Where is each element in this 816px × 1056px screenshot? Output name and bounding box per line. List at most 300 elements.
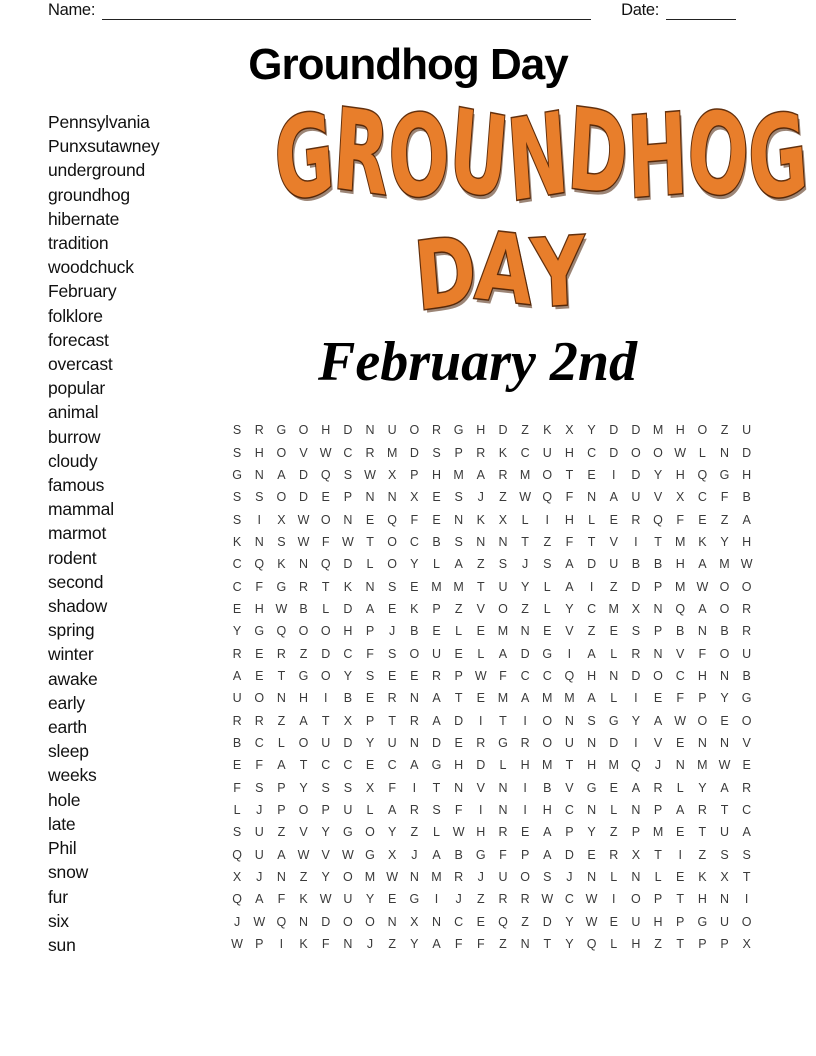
grid-cell: E: [476, 624, 485, 639]
grid-cell: X: [388, 467, 397, 482]
grid-cell: S: [232, 512, 242, 527]
logo-letter: N: [503, 88, 573, 228]
grid-cell: E: [543, 624, 552, 639]
grid-cell: V: [565, 624, 574, 639]
logo-letter: O: [682, 84, 754, 226]
grid-cell: Z: [720, 423, 729, 438]
name-label: Name:: [48, 1, 96, 19]
grid-cell: E: [476, 691, 485, 706]
grid-cell: T: [654, 847, 662, 862]
word-list-item: early: [48, 692, 85, 713]
grid-cell: A: [742, 825, 751, 840]
grid-cell: O: [653, 668, 663, 683]
grid-cell: C: [387, 758, 397, 773]
grid-cell: U: [254, 847, 264, 862]
grid-cell: D: [742, 445, 752, 460]
grid-cell: Z: [654, 937, 662, 952]
grid-cell: Y: [653, 467, 663, 482]
grid-cell: V: [676, 646, 685, 661]
grid-cell: O: [719, 579, 730, 594]
grid-cell: T: [565, 758, 574, 773]
grid-cell: M: [674, 579, 686, 594]
grid-cell: C: [321, 758, 331, 773]
grid-cell: R: [631, 646, 641, 661]
word-list-item: Pennsylvania: [48, 112, 150, 132]
grid-cell: E: [720, 713, 729, 728]
grid-cell: D: [321, 914, 331, 929]
grid-cell: D: [609, 735, 619, 750]
grid-cell: F: [676, 512, 685, 527]
grid-cell: H: [431, 467, 441, 482]
grid-cell: O: [697, 423, 708, 438]
grid-cell: E: [365, 512, 375, 527]
grid-cell: Y: [720, 691, 729, 706]
grid-cell: J: [256, 870, 263, 885]
grid-cell: D: [542, 914, 552, 929]
name-field[interactable]: [102, 3, 591, 20]
grid-cell: F: [565, 490, 574, 505]
grid-cell: E: [388, 668, 397, 683]
grid-cell: N: [587, 803, 597, 818]
grid-cell: W: [341, 534, 354, 549]
grid-cell: S: [232, 445, 242, 460]
grid-cell: R: [232, 646, 242, 661]
grid-cell: N: [609, 668, 619, 683]
grid-cell: P: [432, 601, 441, 616]
grid-cell: T: [388, 713, 396, 728]
grid-cell: N: [631, 803, 641, 818]
grid-cell: F: [321, 534, 330, 549]
grid-cell: A: [432, 937, 441, 952]
grid-cell: J: [521, 557, 529, 572]
grid-cell: E: [365, 758, 375, 773]
grid-cell: I: [323, 691, 328, 706]
grid-cell: Z: [499, 490, 507, 505]
grid-cell: N: [720, 668, 730, 683]
grid-cell: G: [475, 847, 486, 862]
grid-cell: X: [676, 490, 685, 505]
grid-cell: U: [498, 579, 508, 594]
grid-cell: G: [453, 423, 464, 438]
grid-cell: J: [455, 892, 462, 907]
grid-cell: A: [543, 825, 552, 840]
grid-cell: A: [410, 758, 419, 773]
grid-cell: T: [521, 534, 529, 549]
grid-cell: M: [719, 557, 730, 572]
grid-cell: O: [276, 490, 287, 505]
grid-cell: S: [498, 557, 508, 572]
grid-cell: Z: [277, 825, 286, 840]
grid-cell: H: [321, 423, 331, 438]
grid-cell: L: [610, 646, 618, 661]
word-list-item: second: [48, 571, 104, 592]
grid-cell: N: [720, 892, 730, 907]
grid-cell: L: [322, 601, 330, 616]
grid-cell: Q: [232, 847, 242, 862]
word-list-item: tradition: [48, 233, 109, 254]
grid-cell: L: [610, 691, 618, 706]
grid-cell: X: [232, 870, 242, 885]
grid-cell: E: [476, 914, 485, 929]
grid-cell: X: [365, 780, 375, 795]
grid-cell: W: [297, 534, 310, 549]
grid-cell: L: [521, 512, 529, 527]
logo-letter: R: [330, 84, 393, 222]
grid-cell: I: [479, 803, 483, 818]
grid-cell: Q: [586, 937, 597, 952]
grid-cell: P: [698, 937, 707, 952]
grid-cell: P: [277, 780, 286, 795]
grid-cell: G: [608, 713, 619, 728]
grid-cell: W: [585, 914, 598, 929]
word-list-item: cloudy: [48, 450, 98, 471]
grid-cell: R: [431, 423, 441, 438]
grid-cell: M: [564, 691, 575, 706]
grid-cell: E: [410, 668, 419, 683]
grid-cell: Y: [343, 668, 353, 683]
grid-cell: W: [341, 847, 354, 862]
grid-cell: R: [299, 579, 309, 594]
grid-cell: K: [299, 937, 308, 952]
grid-cell: F: [321, 937, 330, 952]
grid-cell: D: [476, 758, 486, 773]
grid-cell: G: [697, 914, 708, 929]
grid-cell: J: [411, 847, 418, 862]
grid-cell: U: [742, 423, 752, 438]
grid-cell: C: [232, 579, 242, 594]
grid-cell: U: [631, 914, 641, 929]
grid-cell: M: [674, 534, 686, 549]
grid-cell: Y: [565, 601, 574, 616]
grid-cell: S: [454, 490, 463, 505]
logo-letter: H: [625, 89, 690, 225]
grid-cell: N: [431, 914, 441, 929]
grid-cell: Q: [542, 490, 553, 505]
grid-cell: R: [742, 624, 752, 639]
grid-cell: D: [343, 557, 353, 572]
grid-cell: H: [587, 668, 597, 683]
grid-cell: C: [343, 445, 353, 460]
grid-cell: A: [609, 490, 618, 505]
grid-cell: K: [277, 557, 286, 572]
grid-cell: I: [744, 892, 749, 907]
grid-cell: D: [631, 423, 641, 438]
grid-cell: N: [299, 914, 309, 929]
grid-cell: N: [387, 490, 397, 505]
word-list-item: underground: [48, 160, 146, 181]
grid-cell: D: [343, 735, 353, 750]
grid-cell: O: [719, 601, 730, 616]
word-list-item: woodchuck: [48, 257, 134, 278]
grid-cell: Z: [698, 847, 707, 862]
grid-cell: U: [631, 490, 641, 505]
grid-cell: P: [565, 825, 574, 840]
grid-cell: C: [587, 445, 597, 460]
grid-cell: I: [634, 735, 638, 750]
grid-cell: I: [523, 780, 527, 795]
grid-cell: N: [254, 467, 264, 482]
grid-cell: J: [366, 937, 374, 952]
word-list-item: famous: [48, 475, 105, 496]
word-list-item: animal: [48, 402, 99, 423]
grid-cell: U: [542, 445, 552, 460]
word-list-item: snow: [48, 862, 89, 883]
grid-cell: Z: [388, 937, 396, 952]
grid-cell: O: [320, 624, 331, 639]
grid-cell: I: [634, 534, 638, 549]
grid-cell: Z: [609, 579, 618, 594]
grid-cell: A: [476, 467, 485, 482]
grid-cell: H: [675, 467, 685, 482]
grid-cell: T: [587, 534, 596, 549]
grid-cell: R: [476, 735, 486, 750]
grid-cell: R: [476, 445, 486, 460]
day-wood-logo: [225, 212, 774, 333]
grid-cell: H: [343, 624, 353, 639]
grid-cell: C: [697, 490, 707, 505]
grid-cell: B: [720, 624, 729, 639]
date-field[interactable]: [666, 3, 736, 20]
word-list-item: rodent: [48, 547, 97, 568]
page-title: Groundhog Day: [248, 40, 568, 89]
grid-cell: G: [254, 624, 265, 639]
grid-cell: E: [653, 691, 663, 706]
word-list-item: weeks: [48, 765, 97, 786]
grid-cell: P: [653, 579, 663, 594]
grid-cell: D: [498, 423, 508, 438]
grid-cell: V: [299, 445, 308, 460]
grid-cell: X: [498, 512, 508, 527]
grid-cell: U: [720, 914, 730, 929]
grid-cell: O: [320, 668, 331, 683]
grid-cell: S: [232, 423, 242, 438]
grid-cell: H: [742, 534, 752, 549]
grid-cell: O: [631, 445, 641, 460]
grid-cell: Z: [299, 870, 308, 885]
grid-cell: O: [276, 445, 287, 460]
grid-cell: V: [653, 490, 663, 505]
grid-cell: I: [257, 512, 261, 527]
grid-cell: D: [299, 467, 309, 482]
grid-cell: C: [520, 668, 530, 683]
grid-cell: D: [631, 467, 641, 482]
word-list-item: sleep: [48, 741, 89, 762]
grid-cell: F: [720, 490, 729, 505]
grid-cell: S: [232, 825, 242, 840]
grid-cell: O: [498, 601, 508, 616]
grid-cell: Z: [609, 825, 618, 840]
grid-cell: N: [720, 445, 730, 460]
grid-cell: U: [343, 892, 353, 907]
grid-cell: U: [387, 735, 397, 750]
grid-cell: X: [720, 870, 729, 885]
word-list-item: six: [48, 910, 69, 931]
grid-cell: L: [676, 780, 684, 795]
grid-cell: I: [434, 892, 439, 907]
grid-cell: O: [365, 914, 375, 929]
grid-cell: X: [277, 512, 286, 527]
grid-cell: B: [343, 691, 353, 706]
grid-cell: F: [388, 780, 396, 795]
grid-cell: O: [719, 646, 730, 661]
word-list-item: overcast: [48, 354, 113, 375]
grid-cell: P: [454, 668, 463, 683]
grid-cell: T: [476, 579, 485, 594]
grid-cell: G: [542, 646, 553, 661]
grid-cell: M: [431, 870, 442, 885]
word-list-item: late: [48, 813, 76, 834]
grid-cell: E: [676, 735, 685, 750]
grid-cell: R: [520, 892, 530, 907]
grid-cell: P: [720, 937, 729, 952]
word-list-item: fur: [48, 886, 68, 907]
grid-cell: J: [654, 758, 662, 773]
grid-cell: A: [631, 780, 641, 795]
grid-cell: K: [410, 601, 419, 616]
grid-cell: R: [409, 803, 419, 818]
logo-letter: Y: [530, 217, 588, 330]
grid-cell: Q: [232, 892, 242, 907]
grid-cell: W: [231, 937, 243, 952]
grid-cell: E: [432, 490, 441, 505]
grid-cell: I: [523, 803, 527, 818]
grid-cell: R: [498, 825, 508, 840]
grid-cell: F: [698, 646, 707, 661]
grid-cell: R: [631, 512, 641, 527]
grid-cell: Y: [321, 825, 330, 840]
grid-cell: R: [498, 467, 508, 482]
grid-cell: S: [587, 713, 596, 728]
grid-cell: R: [454, 870, 464, 885]
grid-cell: U: [742, 646, 752, 661]
logo-letter: U: [444, 84, 513, 226]
grid-cell: H: [254, 601, 264, 616]
grid-cell: P: [653, 803, 663, 818]
grid-cell: Y: [720, 534, 729, 549]
grid-cell: E: [255, 668, 264, 683]
grid-cell: R: [387, 691, 397, 706]
grid-cell: Q: [498, 914, 508, 929]
grid-cell: J: [389, 624, 396, 639]
grid-cell: K: [698, 534, 707, 549]
grid-cell: O: [365, 825, 375, 840]
grid-cell: T: [742, 870, 751, 885]
grid-cell: K: [232, 534, 242, 549]
grid-cell: N: [587, 735, 597, 750]
grid-cell: Q: [697, 467, 708, 482]
grid-cell: O: [298, 624, 309, 639]
grid-cell: N: [409, 691, 419, 706]
grid-cell: N: [675, 758, 685, 773]
word-list-item: folklore: [48, 305, 103, 326]
grid-cell: U: [609, 557, 619, 572]
grid-cell: Z: [499, 937, 507, 952]
grid-cell: Q: [631, 758, 641, 773]
grid-cell: P: [676, 914, 685, 929]
grid-cell: L: [610, 937, 618, 952]
grid-cell: F: [277, 892, 286, 907]
grid-cell: S: [321, 780, 330, 795]
grid-cell: P: [631, 825, 641, 840]
grid-cell: O: [409, 423, 420, 438]
grid-cell: F: [565, 534, 574, 549]
grid-cell: Y: [321, 870, 330, 885]
grid-cell: K: [343, 579, 353, 594]
grid-cell: S: [543, 870, 552, 885]
grid-cell: S: [343, 467, 353, 482]
grid-cell: E: [232, 601, 242, 616]
grid-cell: E: [432, 624, 441, 639]
grid-cell: O: [741, 914, 752, 929]
grid-cell: A: [520, 691, 530, 706]
grid-cell: F: [454, 937, 463, 952]
grid-cell: Y: [520, 579, 530, 594]
grid-cell: Y: [587, 423, 596, 438]
grid-cell: C: [454, 914, 464, 929]
grid-cell: U: [387, 423, 397, 438]
grid-cell: O: [741, 579, 752, 594]
grid-cell: S: [388, 579, 397, 594]
grid-cell: O: [653, 445, 663, 460]
grid-cell: W: [541, 892, 554, 907]
grid-cell: H: [675, 557, 685, 572]
grid-cell: D: [299, 490, 309, 505]
grid-cell: P: [321, 803, 330, 818]
grid-cell: I: [523, 713, 527, 728]
grid-cell: E: [432, 512, 441, 527]
grid-cell: Z: [521, 914, 529, 929]
grid-cell: D: [631, 579, 641, 594]
word-list-item: popular: [48, 378, 105, 399]
grid-cell: C: [742, 803, 752, 818]
grid-cell: F: [454, 803, 463, 818]
grid-cell: V: [609, 534, 618, 549]
grid-cell: A: [255, 892, 264, 907]
word-list-item: shadow: [48, 596, 108, 617]
grid-cell: T: [543, 937, 552, 952]
grid-cell: I: [611, 892, 616, 907]
grid-cell: M: [542, 758, 553, 773]
grid-cell: N: [520, 624, 530, 639]
grid-cell: H: [587, 758, 597, 773]
grid-cell: H: [675, 423, 685, 438]
grid-cell: L: [455, 624, 463, 639]
grid-cell: N: [498, 803, 508, 818]
grid-cell: F: [499, 847, 507, 862]
word-list-item: hole: [48, 789, 81, 810]
grid-cell: Z: [277, 713, 286, 728]
grid-cell: Y: [565, 914, 574, 929]
grid-cell: G: [276, 579, 287, 594]
grid-cell: E: [676, 870, 685, 885]
grid-cell: C: [254, 735, 264, 750]
grid-cell: B: [299, 601, 308, 616]
grid-cell: Y: [698, 780, 707, 795]
grid-cell: R: [276, 646, 286, 661]
grid-cell: B: [631, 557, 641, 572]
grid-cell: H: [697, 668, 707, 683]
grid-cell: N: [587, 870, 597, 885]
grid-cell: H: [476, 825, 486, 840]
grid-cell: Y: [565, 937, 574, 952]
word-list-item: groundhog: [48, 184, 130, 205]
grid-cell: N: [498, 534, 508, 549]
date-label: Date:: [621, 1, 660, 19]
grid-cell: R: [365, 445, 375, 460]
grid-cell: A: [299, 713, 308, 728]
grid-cell: R: [498, 892, 508, 907]
grid-cell: D: [587, 557, 597, 572]
